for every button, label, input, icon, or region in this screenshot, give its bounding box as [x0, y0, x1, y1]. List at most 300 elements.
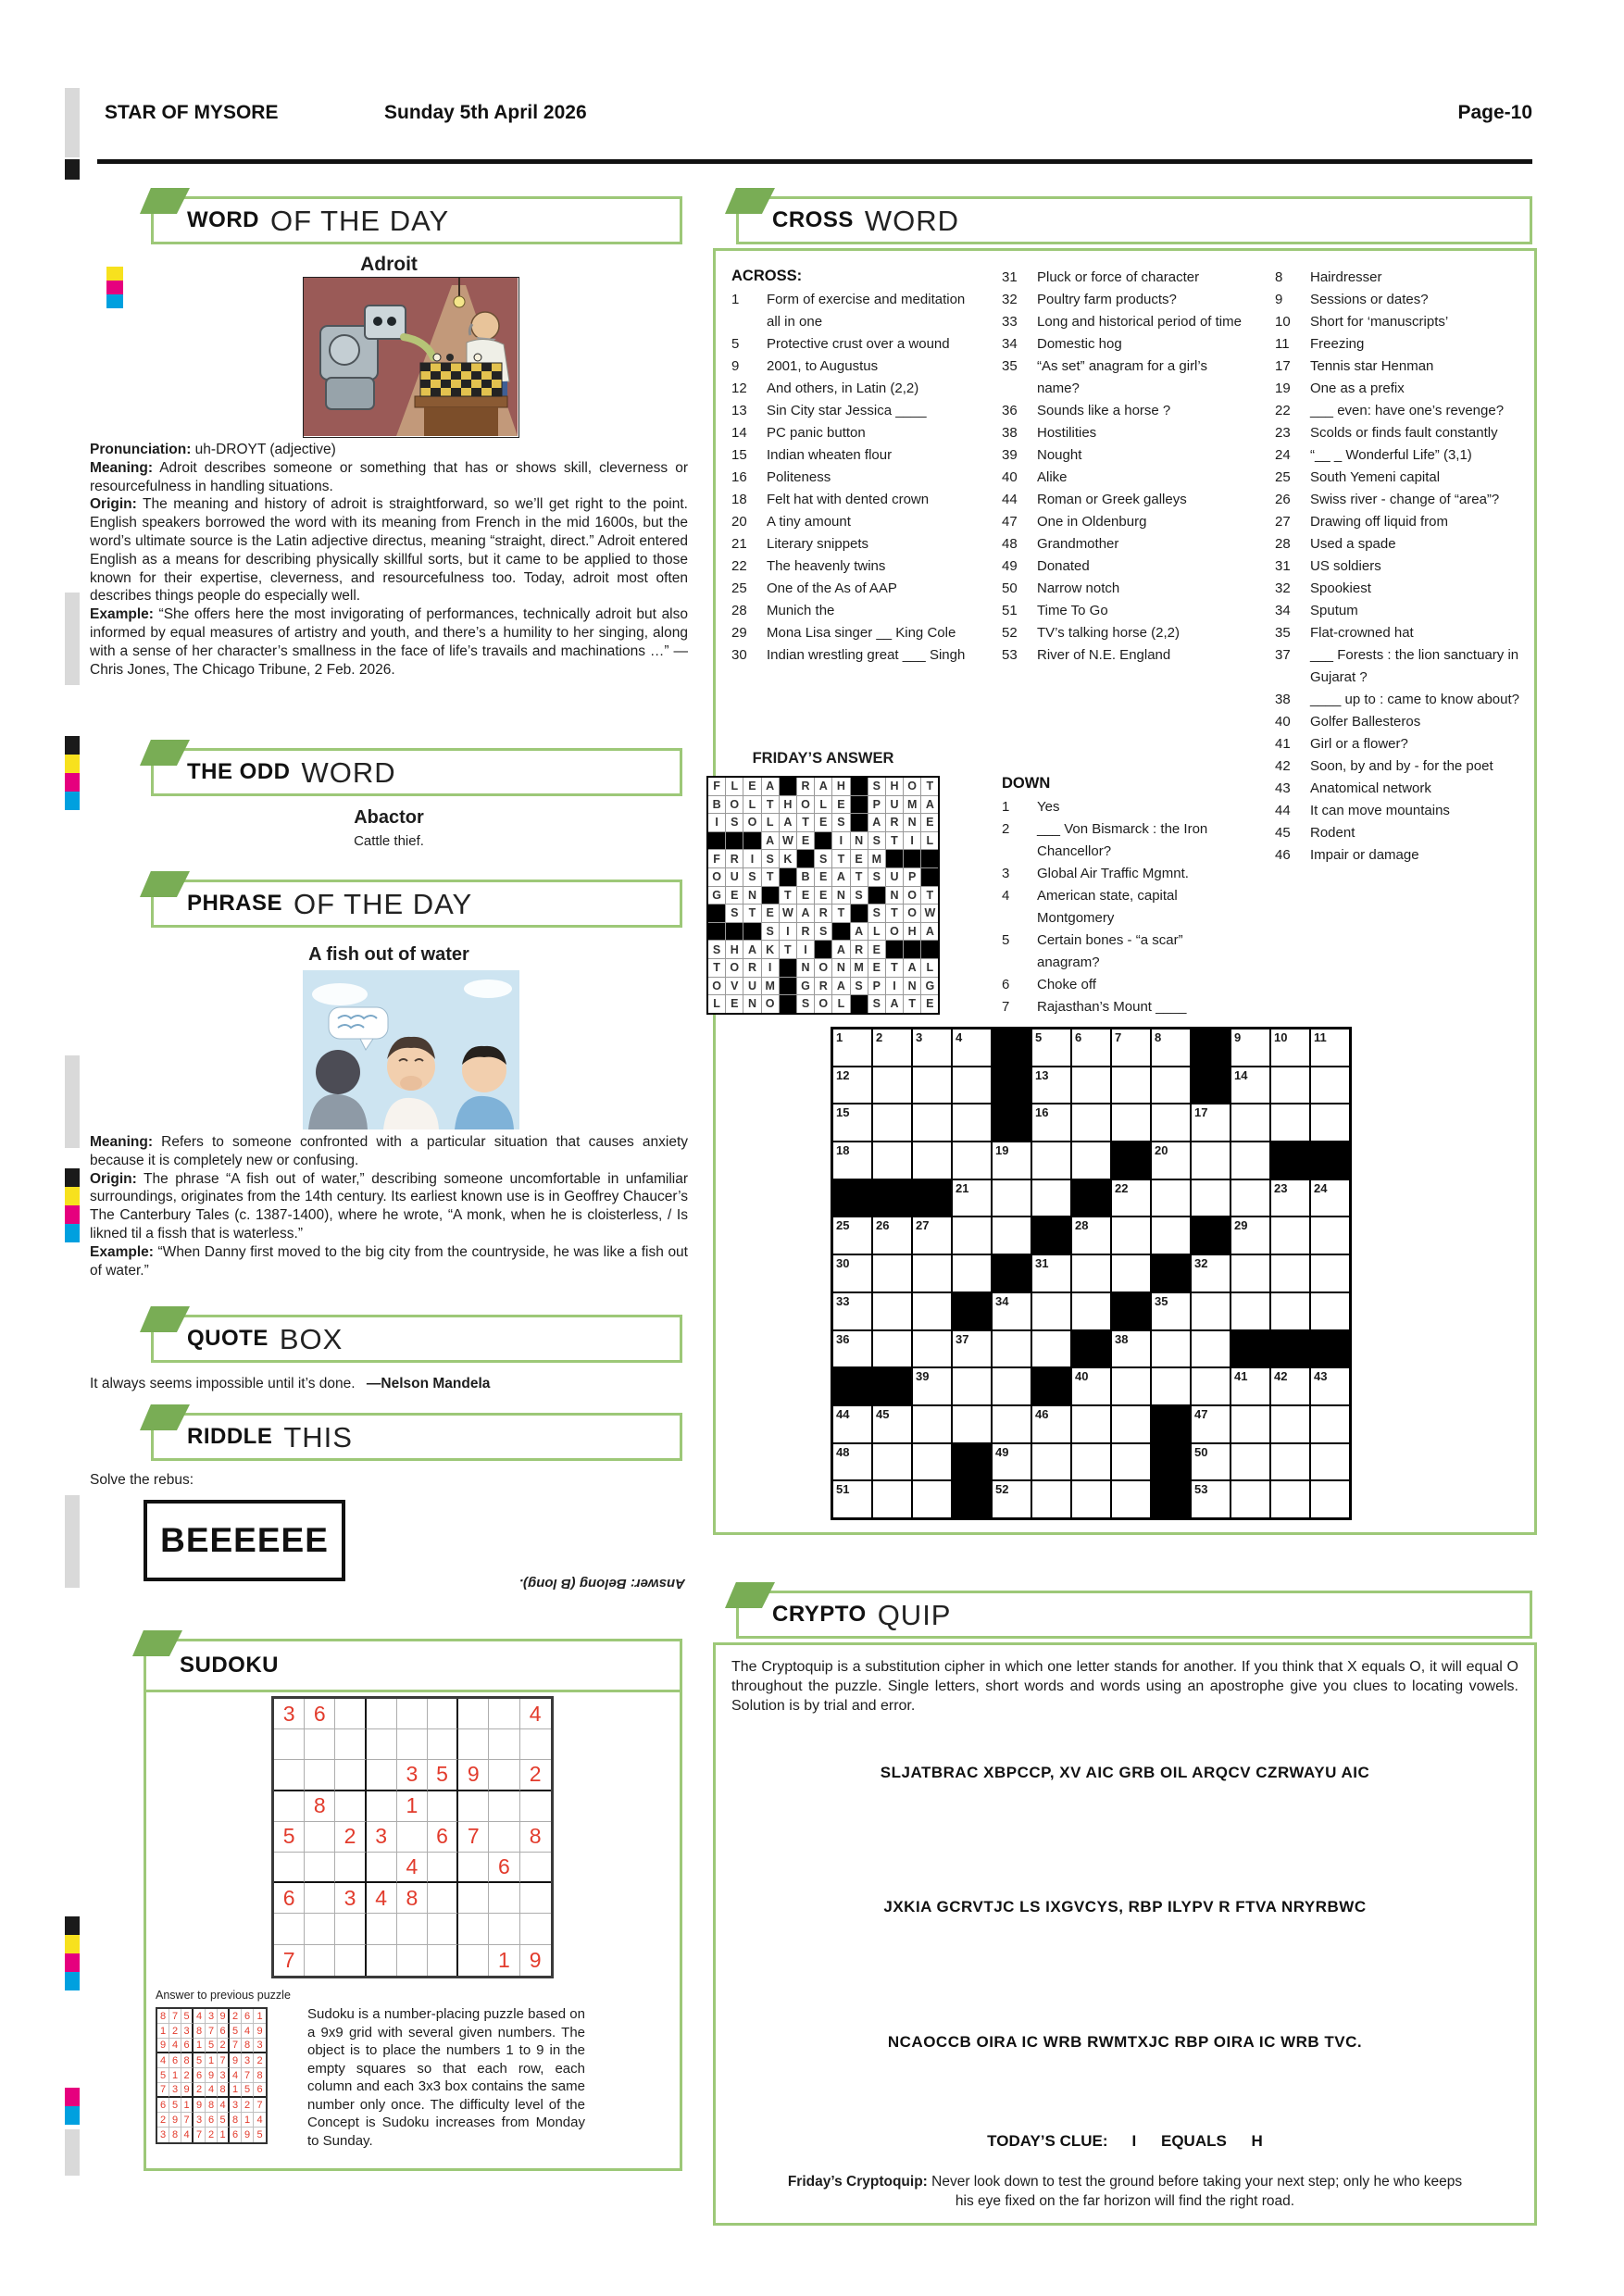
- sudoku-cell: 5: [274, 1822, 305, 1853]
- sudoku-cell[interactable]: [397, 1699, 428, 1729]
- sudoku-cell[interactable]: [489, 1760, 519, 1791]
- crossword-cell[interactable]: [993, 1481, 1031, 1517]
- cell-number: 52: [995, 1482, 1009, 1497]
- sudoku-answer-cell: 5: [194, 2053, 206, 2068]
- crossword-cell[interactable]: [1192, 1255, 1230, 1292]
- crossword-cell[interactable]: [1072, 1217, 1110, 1254]
- answer-letter-cell: S: [868, 778, 885, 795]
- sudoku-answer-cell: 3: [181, 2024, 194, 2039]
- sudoku-answer-cell: 2: [254, 2053, 266, 2068]
- crossword-cell[interactable]: [1192, 1406, 1230, 1442]
- clue-text: Indian wrestling great ___ Singh: [767, 647, 966, 663]
- sudoku-cell[interactable]: [335, 1914, 366, 1944]
- crossword-cell[interactable]: [1032, 1481, 1070, 1517]
- clue-number: 24: [1275, 447, 1291, 463]
- sudoku-cell[interactable]: [489, 1883, 519, 1914]
- sudoku-cell[interactable]: [335, 1791, 366, 1822]
- crossword-black-cell: [953, 1481, 991, 1517]
- crossword-cell[interactable]: [993, 1293, 1031, 1329]
- crossword-cell[interactable]: [833, 1293, 871, 1329]
- sudoku-cell[interactable]: [274, 1729, 305, 1760]
- crossword-cell[interactable]: [873, 1481, 911, 1517]
- word-of-day-body: [90, 441, 688, 679]
- crossword-cell[interactable]: [1192, 1481, 1230, 1517]
- cell-number: 9: [1234, 1030, 1242, 1044]
- crossword-cell[interactable]: [833, 1217, 871, 1254]
- answer-black-cell: [708, 923, 725, 941]
- sudoku-cell[interactable]: [397, 1945, 428, 1976]
- crossword-cell[interactable]: [1072, 1067, 1110, 1104]
- crossword-cell[interactable]: [833, 1406, 871, 1442]
- crossword-cell[interactable]: [1311, 1368, 1349, 1404]
- clue-text: Sin City star Jessica ____: [767, 403, 927, 418]
- sudoku-cell[interactable]: [458, 1791, 489, 1822]
- answer-letter-cell: H: [780, 796, 796, 814]
- sudoku-cell[interactable]: [489, 1729, 519, 1760]
- crossword-cell[interactable]: [1032, 1406, 1070, 1442]
- sudoku-cell[interactable]: [428, 1791, 458, 1822]
- clue-number: 18: [731, 492, 747, 507]
- clue-text: Domestic hog: [1037, 336, 1122, 352]
- answer-black-cell: [780, 959, 796, 977]
- sudoku-answer-cell: 6: [218, 2024, 230, 2039]
- crossword-cell[interactable]: [1311, 1293, 1349, 1329]
- across-clues-column-2: [1002, 267, 1244, 667]
- sudoku-cell[interactable]: [520, 1883, 551, 1914]
- sudoku-cell[interactable]: [397, 1914, 428, 1944]
- section-title-bold: PHRASE: [187, 891, 283, 916]
- answer-letter-cell: H: [832, 778, 849, 795]
- crossword-cell[interactable]: [1072, 1104, 1110, 1141]
- crossword-cell[interactable]: [1231, 1481, 1269, 1517]
- clue-number: 2: [1002, 821, 1010, 837]
- answer-letter-cell: S: [815, 923, 831, 941]
- crossword-cell[interactable]: [1311, 1067, 1349, 1104]
- crossword-cell[interactable]: [953, 1029, 991, 1066]
- crossword-cell[interactable]: [1192, 1368, 1230, 1404]
- sudoku-cell: 8: [520, 1822, 551, 1853]
- crossword-cell[interactable]: [1032, 1142, 1070, 1179]
- crossword-cell[interactable]: [833, 1255, 871, 1292]
- crossword-cell[interactable]: [873, 1067, 911, 1104]
- crossword-cell[interactable]: [1231, 1255, 1269, 1292]
- clue-text: Swiss river - change of “area”?: [1310, 492, 1500, 507]
- crossword-cell[interactable]: [1311, 1180, 1349, 1217]
- body-paragraph: Origin: The meaning and history of adroit is straightforward, so we’ll get right to the point. English speakers borrowed the word with its meaning from French in the mid 1600s, but the word’s ultimate source is the Latin adjective directus, meaning “straight, direct.” Adroit entered English as a means for describing physically skillful sorts, but it came to be applied to those known for their expertise, cleverness, and resourcefulness too. Today, adroit most often describes things people do especially well.: [90, 496, 688, 605]
- sudoku-cell[interactable]: [428, 1729, 458, 1760]
- registration-mark: [65, 2106, 80, 2125]
- crossword-cell[interactable]: [1112, 1029, 1150, 1066]
- crossword-cell[interactable]: [1112, 1481, 1150, 1517]
- answer-letter-cell: T: [743, 905, 760, 922]
- crossword-cell[interactable]: [1152, 1142, 1190, 1179]
- answer-black-cell: [797, 850, 814, 867]
- crossword-cell[interactable]: [1112, 1180, 1150, 1217]
- crossword-cell[interactable]: [953, 1331, 991, 1367]
- crossword-cell[interactable]: [1231, 1029, 1269, 1066]
- crossword-cell[interactable]: [1311, 1029, 1349, 1066]
- sudoku-cell[interactable]: [274, 1760, 305, 1791]
- answer-letter-cell: L: [868, 923, 885, 941]
- crossword-cell[interactable]: [1271, 1481, 1309, 1517]
- sudoku-cell[interactable]: [489, 1791, 519, 1822]
- clue-number: 25: [1275, 469, 1291, 485]
- answer-letter-cell: S: [832, 814, 849, 831]
- crossword-cell[interactable]: [1192, 1293, 1230, 1329]
- sudoku-cell[interactable]: [428, 1945, 458, 1976]
- crossword-cell[interactable]: [1072, 1406, 1110, 1442]
- sudoku-cell[interactable]: [458, 1699, 489, 1729]
- crossword-cell[interactable]: [1072, 1444, 1110, 1480]
- registration-mark: [65, 1916, 80, 1935]
- crossword-cell[interactable]: [1072, 1481, 1110, 1517]
- clue-number: 23: [1275, 425, 1291, 441]
- crossword-cell[interactable]: [873, 1444, 911, 1480]
- quote-text: It always seems impossible until it’s done.: [90, 1376, 356, 1391]
- crossword-cell[interactable]: [1032, 1067, 1070, 1104]
- clue-number: 25: [731, 580, 747, 596]
- sudoku-cell[interactable]: [305, 1853, 335, 1883]
- paragraph-label: Example:: [90, 606, 154, 623]
- clue-text: Alike: [1037, 469, 1068, 485]
- crossword-cell[interactable]: [913, 1142, 951, 1179]
- sudoku-cell[interactable]: [335, 1729, 366, 1760]
- crossword-cell[interactable]: [1072, 1255, 1110, 1292]
- sudoku-cell[interactable]: [274, 1914, 305, 1944]
- crossword-cell[interactable]: [913, 1217, 951, 1254]
- sudoku-answer-cell: 3: [206, 2009, 218, 2024]
- crossword-cell[interactable]: [1152, 1029, 1190, 1066]
- clue-text: Literary snippets: [767, 536, 869, 552]
- crossword-cell[interactable]: [873, 1406, 911, 1442]
- crossword-cell[interactable]: [913, 1104, 951, 1141]
- crossword-cell[interactable]: [913, 1481, 951, 1517]
- sudoku-cell[interactable]: [458, 1883, 489, 1914]
- clue-number: 14: [731, 425, 747, 441]
- crossword-cell[interactable]: [1152, 1293, 1190, 1329]
- crossword-cell[interactable]: [1231, 1368, 1269, 1404]
- crossword-cell[interactable]: [1032, 1331, 1070, 1367]
- crossword-cell[interactable]: [833, 1029, 871, 1066]
- crossword-cell[interactable]: [1112, 1368, 1150, 1404]
- crossword-cell[interactable]: [1032, 1444, 1070, 1480]
- crossword-clue: [1275, 311, 1527, 333]
- sudoku-cell[interactable]: [489, 1914, 519, 1944]
- crossword-cell[interactable]: [1032, 1255, 1070, 1292]
- across-label: ACROSS:: [731, 268, 803, 284]
- sudoku-cell[interactable]: [335, 1945, 366, 1976]
- sudoku-cell: 6: [274, 1883, 305, 1914]
- crossword-cell[interactable]: [953, 1255, 991, 1292]
- crossword-cell[interactable]: [953, 1067, 991, 1104]
- crossword-cell[interactable]: [1231, 1406, 1269, 1442]
- sudoku-answer-cell: 2: [181, 2068, 194, 2083]
- registration-mark: [65, 1972, 80, 1990]
- answer-letter-cell: T: [762, 796, 779, 814]
- clue-text: Long and historical period of time: [1037, 314, 1242, 330]
- crossword-cell[interactable]: [1152, 1217, 1190, 1254]
- crossword-cell[interactable]: [913, 1331, 951, 1367]
- crossword-cell[interactable]: [953, 1180, 991, 1217]
- answer-letter-cell: T: [886, 905, 903, 922]
- sudoku-cell: 3: [397, 1760, 428, 1791]
- crossword-cell[interactable]: [1032, 1293, 1070, 1329]
- crossword-cell[interactable]: [1271, 1217, 1309, 1254]
- crossword-cell[interactable]: [993, 1368, 1031, 1404]
- sudoku-cell[interactable]: [520, 1791, 551, 1822]
- crossword-cell[interactable]: [1072, 1029, 1110, 1066]
- sudoku-cell[interactable]: [274, 1853, 305, 1883]
- crossword-cell[interactable]: [1271, 1104, 1309, 1141]
- sudoku-cell[interactable]: [428, 1699, 458, 1729]
- clue-number: 36: [1002, 403, 1018, 418]
- crossword-cell[interactable]: [1192, 1180, 1230, 1217]
- sudoku-cell[interactable]: [335, 1699, 366, 1729]
- crossword-cell[interactable]: [1271, 1067, 1309, 1104]
- crossword-cell[interactable]: [913, 1067, 951, 1104]
- answer-letter-cell: T: [921, 887, 938, 905]
- crossword-cell[interactable]: [993, 1180, 1031, 1217]
- sudoku-answer-cell: 1: [242, 2113, 254, 2128]
- crossword-cell[interactable]: [1271, 1029, 1309, 1066]
- crossword-cell[interactable]: [1112, 1104, 1150, 1141]
- answer-letter-cell: F: [708, 850, 725, 867]
- cell-number: 39: [916, 1369, 930, 1384]
- crossword-clue: [1002, 863, 1244, 885]
- crossword-cell[interactable]: [913, 1444, 951, 1480]
- word-of-day-header: [151, 196, 682, 244]
- crossword-cell[interactable]: [1311, 1104, 1349, 1141]
- sudoku-cell[interactable]: [305, 1945, 335, 1976]
- crossword-cell[interactable]: [833, 1067, 871, 1104]
- crossword-cell[interactable]: [1032, 1104, 1070, 1141]
- crossword-cell[interactable]: [1032, 1180, 1070, 1217]
- crossword-cell[interactable]: [913, 1029, 951, 1066]
- sudoku-cell: 2: [335, 1822, 366, 1853]
- cell-number: 46: [1035, 1406, 1049, 1421]
- crossword-cell[interactable]: [833, 1331, 871, 1367]
- crossword-cell[interactable]: [873, 1293, 911, 1329]
- sudoku-answer-cell: 3: [194, 2113, 206, 2128]
- answer-black-cell: [780, 978, 796, 995]
- crossword-cell[interactable]: [993, 1331, 1031, 1367]
- crossword-cell[interactable]: [1311, 1406, 1349, 1442]
- crossword-cell[interactable]: [1072, 1142, 1110, 1179]
- crossword-cell[interactable]: [1311, 1217, 1349, 1254]
- sudoku-answer-cell: 1: [169, 2068, 181, 2083]
- cell-number: 37: [956, 1331, 969, 1346]
- sudoku-description-text: Sudoku is a number-placing puzzle based on a 9x9 grid with several given numbers. The object is to place the numbers 1 to 9 in the empty squares so that each row, each column and each 3x3 box contains the same number only once. The difficulty level of the Concept is Sudoku increases from Monday to Sunday.: [307, 2006, 585, 2149]
- cryptoquip-clue-text: I EQUALS H: [1131, 2132, 1263, 2150]
- sudoku-cell[interactable]: [274, 1791, 305, 1822]
- crossword-header: [736, 196, 1532, 244]
- crossword-cell[interactable]: [1311, 1255, 1349, 1292]
- clue-number: 35: [1002, 358, 1018, 374]
- clue-text: 2001, to Augustus: [767, 358, 879, 374]
- sudoku-answer-cell: 8: [194, 2024, 206, 2039]
- crossword-cell[interactable]: [1231, 1217, 1269, 1254]
- crossword-cell[interactable]: [873, 1255, 911, 1292]
- crossword-cell[interactable]: [993, 1142, 1031, 1179]
- sudoku-cell[interactable]: [305, 1760, 335, 1791]
- crossword-cell[interactable]: [833, 1481, 871, 1517]
- crossword-cell[interactable]: [953, 1142, 991, 1179]
- cell-number: 50: [1194, 1444, 1208, 1459]
- odd-word-header: [151, 748, 682, 796]
- sudoku-cell[interactable]: [428, 1914, 458, 1944]
- crossword-cell[interactable]: [953, 1217, 991, 1254]
- crossword-cell[interactable]: [873, 1029, 911, 1066]
- registration-mark: [65, 1953, 80, 1972]
- sudoku-answer-grid: [156, 2007, 268, 2144]
- crossword-cell[interactable]: [1152, 1331, 1190, 1367]
- sudoku-cell[interactable]: [428, 1883, 458, 1914]
- sudoku-cell[interactable]: [305, 1914, 335, 1944]
- crossword-cell[interactable]: [833, 1104, 871, 1141]
- sudoku-answer-cell: 4: [194, 2009, 206, 2024]
- sudoku-cell[interactable]: [520, 1853, 551, 1883]
- crossword-cell[interactable]: [1112, 1331, 1150, 1367]
- sudoku-cell[interactable]: [367, 1853, 397, 1883]
- crossword-cell[interactable]: [1072, 1293, 1110, 1329]
- sudoku-answer-cell: 5: [181, 2009, 194, 2024]
- sudoku-cell[interactable]: [458, 1853, 489, 1883]
- crossword-cell[interactable]: [873, 1104, 911, 1141]
- sudoku-cell[interactable]: [367, 1760, 397, 1791]
- sudoku-cell[interactable]: [305, 1883, 335, 1914]
- answer-black-cell: [851, 995, 868, 1013]
- crossword-cell[interactable]: [1271, 1406, 1309, 1442]
- crossword-cell[interactable]: [1231, 1104, 1269, 1141]
- registration-mark: [65, 1055, 80, 1148]
- sudoku-cell[interactable]: [520, 1729, 551, 1760]
- answer-letter-cell: S: [868, 832, 885, 850]
- sudoku-cell[interactable]: [367, 1729, 397, 1760]
- cryptoquip-clue-label: TODAY’S CLUE:: [987, 2132, 1108, 2150]
- answer-letter-cell: A: [904, 959, 920, 977]
- sudoku-cell[interactable]: [367, 1699, 397, 1729]
- crossword-cell[interactable]: [993, 1217, 1031, 1254]
- crossword-cell[interactable]: [1231, 1444, 1269, 1480]
- crossword-cell[interactable]: [1311, 1481, 1349, 1517]
- crossword-cell[interactable]: [873, 1142, 911, 1179]
- clue-number: 40: [1002, 469, 1018, 485]
- crossword-cell[interactable]: [953, 1104, 991, 1141]
- crossword-cell[interactable]: [913, 1406, 951, 1442]
- crossword-cell[interactable]: [1311, 1444, 1349, 1480]
- sudoku-cell[interactable]: [305, 1822, 335, 1853]
- clue-number: 20: [731, 514, 747, 530]
- crossword-cell[interactable]: [993, 1406, 1031, 1442]
- crossword-black-cell: [1032, 1217, 1070, 1254]
- sudoku-cell[interactable]: [489, 1822, 519, 1853]
- crossword-cell[interactable]: [1152, 1067, 1190, 1104]
- sudoku-cell[interactable]: [367, 1914, 397, 1944]
- crossword-cell[interactable]: [1112, 1067, 1150, 1104]
- crossword-cell[interactable]: [1231, 1142, 1269, 1179]
- clue-text: Sessions or dates?: [1310, 292, 1429, 307]
- crossword-cell[interactable]: [913, 1368, 951, 1404]
- answer-black-cell: [904, 850, 920, 867]
- clue-number: 33: [1002, 314, 1018, 330]
- crossword-cell[interactable]: [873, 1331, 911, 1367]
- sudoku-cell: 9: [529, 1947, 542, 1972]
- crossword-cell[interactable]: [913, 1255, 951, 1292]
- crossword-cell[interactable]: [1231, 1180, 1269, 1217]
- crossword-cell[interactable]: [833, 1142, 871, 1179]
- crossword-cell[interactable]: [913, 1293, 951, 1329]
- sudoku-grid[interactable]: [271, 1696, 554, 1978]
- crossword-cell[interactable]: [1112, 1255, 1150, 1292]
- sudoku-cell[interactable]: [367, 1945, 397, 1976]
- crossword-cell[interactable]: [873, 1217, 911, 1254]
- sudoku-answer-cell: 6: [254, 2083, 266, 2098]
- crossword-cell[interactable]: [1271, 1368, 1309, 1404]
- crossword-cell[interactable]: [1032, 1029, 1070, 1066]
- crossword-cell[interactable]: [833, 1444, 871, 1480]
- crossword-cell[interactable]: [1192, 1104, 1230, 1141]
- crossword-cell[interactable]: [1271, 1255, 1309, 1292]
- crossword-cell[interactable]: [993, 1444, 1031, 1480]
- cryptoquip-clue: [713, 2132, 1537, 2151]
- crossword-cell[interactable]: [1152, 1180, 1190, 1217]
- crossword-cell[interactable]: [1192, 1444, 1230, 1480]
- crossword-cell[interactable]: [1152, 1104, 1190, 1141]
- crossword-cell[interactable]: [953, 1368, 991, 1404]
- crossword-clue: [1275, 844, 1527, 867]
- sudoku-cell[interactable]: [335, 1853, 366, 1883]
- sudoku-cell[interactable]: [458, 1729, 489, 1760]
- sudoku-answer-cell: 7: [169, 2009, 181, 2024]
- crossword-cell[interactable]: [1112, 1217, 1150, 1254]
- sudoku-cell[interactable]: [367, 1791, 397, 1822]
- sudoku-answer-cell: 8: [206, 2098, 218, 2113]
- crossword-cell[interactable]: [1112, 1444, 1150, 1480]
- answer-letter-cell: A: [743, 941, 760, 958]
- crossword-cell[interactable]: [1192, 1142, 1230, 1179]
- sudoku-cell[interactable]: [397, 1822, 428, 1853]
- crossword-cell[interactable]: [1271, 1180, 1309, 1217]
- crossword-cell[interactable]: [1192, 1331, 1230, 1367]
- sudoku-cell[interactable]: [458, 1945, 489, 1976]
- sudoku-cell[interactable]: [335, 1760, 366, 1791]
- crossword-cell[interactable]: [1231, 1293, 1269, 1329]
- sudoku-cell[interactable]: [305, 1729, 335, 1760]
- crossword-cell[interactable]: [1231, 1067, 1269, 1104]
- sudoku-cell: 1: [489, 1945, 519, 1976]
- crossword-cell[interactable]: [1152, 1368, 1190, 1404]
- sudoku-cell[interactable]: [428, 1853, 458, 1883]
- crossword-cell[interactable]: [1112, 1406, 1150, 1442]
- crossword-cell[interactable]: [1271, 1444, 1309, 1480]
- sudoku-cell: 9: [458, 1760, 489, 1791]
- crossword-cell[interactable]: [953, 1406, 991, 1442]
- crossword-grid[interactable]: [831, 1027, 1352, 1520]
- sudoku-cell[interactable]: [520, 1914, 551, 1944]
- sudoku-cell[interactable]: [458, 1914, 489, 1944]
- sudoku-cell[interactable]: [397, 1729, 428, 1760]
- crossword-clue: [1002, 422, 1244, 444]
- registration-mark: [65, 792, 80, 810]
- registration-mark: [65, 1224, 80, 1242]
- body-paragraph: Meaning: Refers to someone confronted with a particular situation that causes anxiety because it is completely new or confusing.: [90, 1134, 688, 1168]
- crossword-cell[interactable]: [1271, 1293, 1309, 1329]
- sudoku-answer-cell: 6: [169, 2053, 181, 2068]
- sudoku-cell[interactable]: [489, 1699, 519, 1729]
- cell-number: 23: [1274, 1180, 1288, 1195]
- crossword-cell[interactable]: [1072, 1368, 1110, 1404]
- cell-number: 4: [956, 1030, 963, 1044]
